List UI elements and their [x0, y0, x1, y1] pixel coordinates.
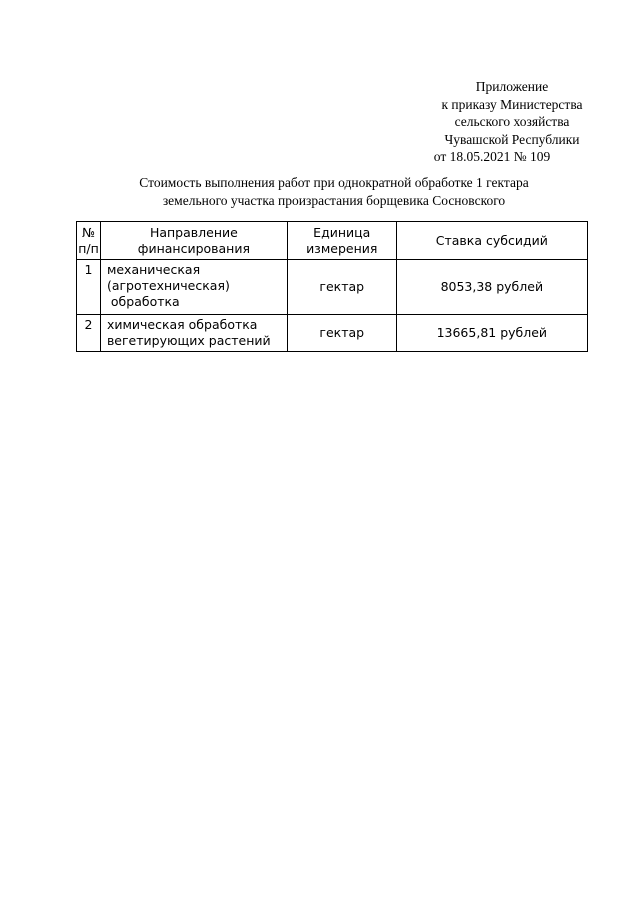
row-direction: механическая (агротехническая) обработка: [100, 260, 287, 315]
title-line: Стоимость выполнения работ при однократной обработке 1 гектара: [139, 175, 529, 190]
row-direction: химическая обработка вегетирующих растений: [100, 315, 287, 352]
appendix-line: Чувашской Республики: [444, 131, 580, 147]
header-direction: Направление финансирования: [100, 222, 287, 260]
subsidy-rates-table: [76, 221, 588, 352]
appendix-line: Приложение: [475, 79, 549, 94]
appendix-line: к приказу Министерства: [441, 96, 583, 112]
title-line: земельного участка произрастания борщевика Сосновского: [162, 192, 506, 208]
table-header-row: [77, 222, 588, 260]
row-unit: гектар: [287, 260, 396, 315]
header-rate: Ставка субсидий: [396, 222, 587, 260]
row-rate: 8053,38 рублей: [396, 260, 587, 315]
header-unit: Единица измерения: [287, 222, 396, 260]
row-number: 1: [77, 260, 101, 315]
header-num: № п/п: [77, 222, 101, 260]
document-title: [80, 174, 588, 209]
table-row: [77, 260, 588, 315]
row-unit: гектар: [287, 315, 396, 352]
appendix-header: [412, 78, 612, 166]
appendix-line: сельского хозяйства: [454, 114, 570, 129]
row-number: 2: [77, 315, 101, 352]
table-row: [77, 315, 588, 352]
appendix-date: от 18.05.2021 № 109: [433, 149, 551, 164]
row-rate: 13665,81 рублей: [396, 315, 587, 352]
